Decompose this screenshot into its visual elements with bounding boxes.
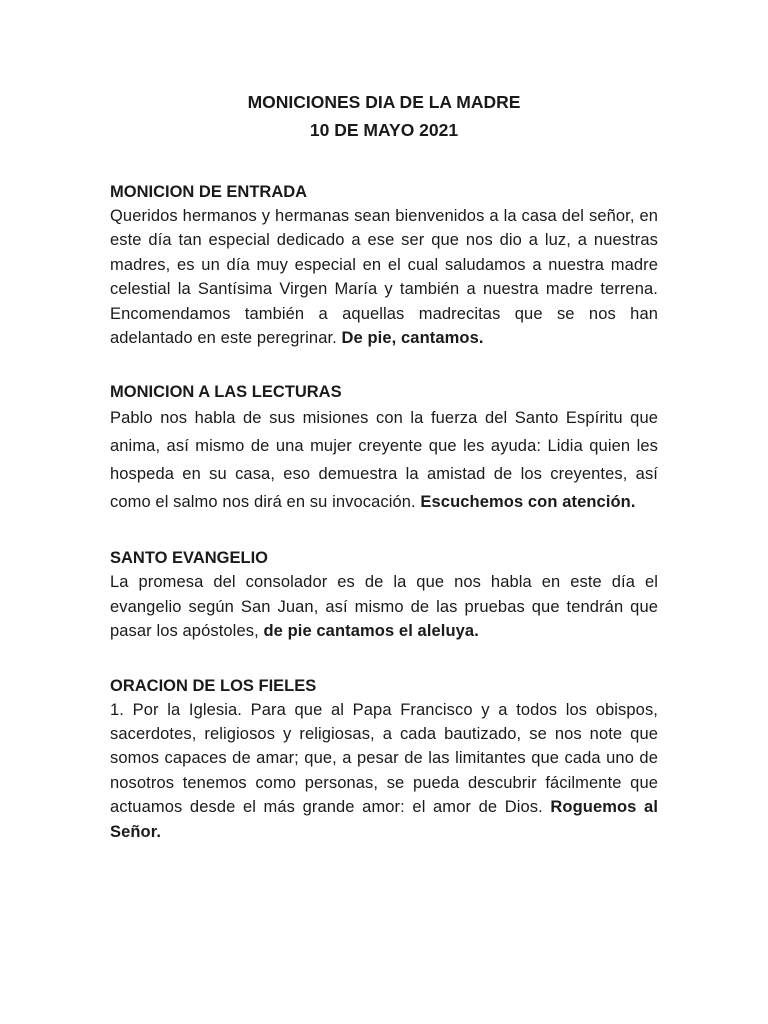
section-oracion-fieles (110, 674, 658, 844)
paragraph-bold-text: De pie, cantamos. (341, 329, 484, 348)
document-page (110, 88, 658, 844)
section-paragraph (110, 570, 658, 643)
section-paragraph (110, 698, 658, 844)
paragraph-text: Queridos hermanos y hermanas sean bienvenidos a la casa del señor, en este día tan especial dedicado a ese ser que nos dio a luz, a nuestras madres, es un día muy especial en el cual saludamos a nuestra madre celestial la Santísima Virgen María y también a nuestra madre terrena. Encomendamos también a aquellas madrecitas que se nos han adelantado en este peregrinar. (110, 207, 658, 348)
section-heading: SANTO EVANGELIO (110, 549, 268, 568)
paragraph-bold-text: Escuchemos con atención. (420, 493, 636, 512)
document-date: 10 DE MAYO 2021 (309, 120, 459, 140)
section-heading: MONICION A LAS LECTURAS (110, 383, 342, 402)
section-monicion-lecturas (110, 380, 658, 516)
section-santo-evangelio (110, 546, 658, 643)
document-title: MONICIONES DIA DE LA MADRE (247, 92, 521, 112)
paragraph-text: La promesa del consolador es de la que nos habla en este día el evangelio según San Juan, así mismo de las pruebas que tendrán que pasar los apóstoles, (110, 573, 658, 641)
section-monicion-entrada (110, 180, 658, 350)
section-heading: ORACION DE LOS FIELES (110, 676, 317, 695)
paragraph-bold-text: de pie cantamos el aleluya. (263, 622, 479, 641)
section-paragraph (110, 404, 658, 516)
section-heading: MONICION DE ENTRADA (110, 183, 308, 201)
paragraph-text: 1. Por la Iglesia. Para que al Papa Francisco y a todos los obispos, sacerdotes, religiosos y religiosas, a cada bautizado, se nos note que somos capaces de amar; que, a pesar de las limitantes que cada uno de nosotros tenemos como personas, se pueda descubrir fácilmente que actuamos desde el más grande amor: el amor de Dios. (110, 700, 658, 817)
paragraph-bold-text: Roguemos al Señor. (110, 798, 658, 841)
paragraph-text: Pablo nos habla de sus misiones con la fuerza del Santo Espíritu que anima, así mismo de una mujer creyente que les ayuda: Lidia quien les hospeda en su casa, eso demuestra la amistad de los creyentes, así como el salmo nos dirá en su invocación. (110, 409, 658, 512)
section-paragraph (110, 204, 658, 350)
